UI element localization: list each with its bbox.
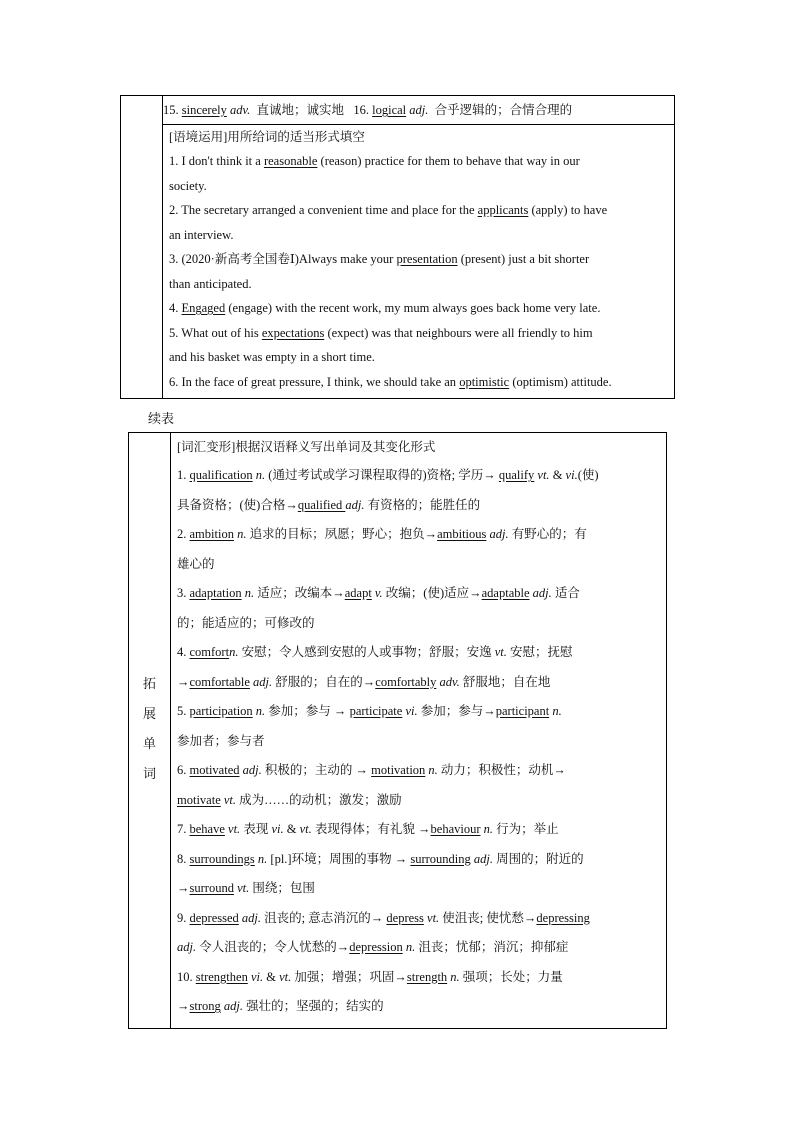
line-text: 舒服的；自在的→	[272, 674, 376, 689]
sentence-continuation: and his basket was empty in a short time.	[169, 350, 375, 364]
line-text: 令人沮丧的；令人忧愁的→	[196, 940, 350, 954]
answer-word: motivate	[177, 792, 221, 807]
answer-word: comfortable	[189, 674, 250, 689]
part-of-speech: adj.	[345, 497, 365, 512]
sentence-text: 3. (2020·新高考全国卷Ⅰ)Always make your	[169, 252, 397, 266]
part-of-speech: n.	[549, 704, 562, 718]
word-form-line	[171, 963, 666, 993]
section-title: [语境运用]用所给词的适当形式填空	[169, 130, 365, 144]
word-form-line	[171, 461, 666, 491]
part-of-speech: adj.	[220, 999, 243, 1013]
word-form-line	[171, 638, 666, 668]
sentence-continuation: an interview.	[169, 227, 234, 242]
part-of-speech: vt.	[299, 822, 312, 836]
sentence-line	[163, 296, 674, 321]
category-char: 词	[142, 767, 156, 783]
answer-word: motivation	[371, 763, 426, 777]
category-char: 展	[142, 707, 156, 723]
vocab-row	[163, 96, 675, 125]
answer-word: strong	[189, 999, 221, 1013]
answer-word: depressed	[189, 910, 239, 925]
part-of-speech: vi.	[402, 704, 418, 718]
part-of-speech: vt.	[534, 468, 550, 482]
answer-word: optimistic	[459, 374, 510, 389]
part-of-speech: n.	[425, 763, 438, 777]
line-text: 适合	[551, 586, 580, 600]
answer-word: strengthen	[195, 969, 248, 984]
line-text: 3.	[177, 586, 190, 600]
part-of-speech: n.	[402, 940, 416, 954]
answer-word: behave	[189, 822, 225, 836]
context-exercise-cell	[163, 125, 675, 399]
answer-word: adaptation	[189, 586, 242, 600]
answer-word: behaviour	[430, 822, 481, 836]
sentence-list	[163, 149, 674, 394]
sentence-continuation: than anticipated.	[169, 276, 252, 291]
part-of-speech: vi.	[247, 969, 264, 984]
part-of-speech: vt.	[279, 969, 292, 984]
answer-word: participate	[349, 704, 403, 718]
part-of-speech: vt.	[494, 645, 507, 659]
word-forms-cell	[171, 433, 667, 1029]
part-of-speech: vt.	[423, 910, 440, 925]
part-of-speech: n.	[241, 586, 255, 600]
item-number: 16.	[353, 103, 370, 117]
word-form-line	[171, 579, 666, 609]
word-form-line	[171, 550, 666, 580]
part-of-speech: vi.	[271, 822, 284, 836]
category-char: 拓	[142, 677, 156, 693]
section-title: [词汇变形]根据汉语释义写出单词及其变化形式	[177, 440, 436, 454]
category-label	[143, 670, 156, 790]
sentence-text: (engage) with the recent work, my mum always goes back home very late.	[225, 301, 601, 315]
line-text: &	[283, 822, 300, 836]
part-of-speech: adj.	[486, 527, 509, 541]
sentence-text: (apply) to have	[528, 203, 608, 217]
answer-word: motivated	[189, 763, 240, 777]
part-of-speech: n.	[252, 704, 266, 718]
line-text: →	[177, 674, 190, 689]
line-text: 表现得体；有礼貌 →	[311, 822, 431, 836]
category-char: 单	[142, 737, 156, 753]
word-form-line	[171, 845, 666, 875]
part-of-speech: adj.	[529, 586, 552, 600]
line-text: 7.	[177, 822, 190, 836]
line-text: 10.	[177, 969, 196, 984]
answer-word: ambitious	[437, 527, 487, 541]
line-text: 雄心的	[177, 556, 215, 571]
line-text: 有野心的；有	[508, 527, 587, 541]
answer-word: ambition	[189, 527, 234, 541]
answer-word: logical	[372, 103, 407, 117]
word-form-line	[171, 520, 666, 550]
part-of-speech: n.	[233, 527, 247, 541]
sentence-text: 4.	[169, 301, 182, 315]
answer-word: applicants	[477, 203, 529, 217]
part-of-speech: v.	[371, 586, 383, 600]
answer-word: presentation	[396, 252, 458, 266]
answer-word: depress	[386, 910, 424, 925]
word-form-list	[171, 461, 666, 1022]
line-text: 行为；举止	[493, 822, 559, 836]
meaning: 合乎逻辑的；合情合理的	[434, 103, 573, 117]
word-form-line	[171, 727, 666, 757]
answer-word: qualify	[498, 468, 535, 482]
answer-word: surrounding	[410, 851, 471, 866]
answer-word: qualification	[189, 468, 253, 482]
line-text: 4.	[177, 645, 190, 659]
sentence-continuation: society.	[169, 178, 207, 193]
line-text: 改编；(使)适应→	[382, 586, 482, 600]
line-text: &	[263, 969, 280, 984]
answer-word: Engaged	[181, 301, 226, 315]
line-text: 2.	[177, 527, 190, 541]
answer-word: depressing	[536, 910, 590, 925]
meaning: 直诚地；诚实地	[256, 103, 345, 117]
part-of-speech: adj.	[409, 103, 429, 117]
line-text: 8.	[177, 851, 190, 866]
answer-word: surround	[189, 881, 234, 895]
part-of-speech: adj.	[470, 851, 493, 866]
answer-word: participation	[189, 704, 253, 718]
word-form-line	[171, 874, 666, 904]
part-of-speech: adv.	[436, 674, 460, 689]
word-form-line	[171, 904, 666, 934]
line-text: (使)	[577, 468, 599, 482]
category-cell	[129, 433, 171, 1029]
part-of-speech: adj.	[239, 763, 262, 777]
part-of-speech: adj.	[177, 940, 197, 954]
word-form-line	[171, 697, 666, 727]
answer-word: adapt	[344, 586, 372, 600]
word-form-line	[171, 609, 666, 639]
sentence-line	[163, 247, 674, 272]
line-text: 加强；增强；巩固→	[291, 969, 407, 984]
word-form-line	[171, 756, 666, 786]
answer-word: qualified	[297, 497, 346, 512]
part-of-speech: vi.	[565, 468, 578, 482]
word-form-line	[171, 786, 666, 816]
exercise-table	[120, 95, 675, 399]
line-text: 沮丧的; 意志消沉的→	[261, 910, 387, 925]
line-text: 的；能适应的；可修改的	[177, 615, 315, 630]
line-text: 动力；积极性；动机→	[437, 763, 566, 777]
sentence-text: (reason) practice for them to behave that way in our	[317, 154, 580, 168]
line-text: →	[177, 999, 190, 1013]
line-text: 有资格的；能胜任的	[364, 497, 481, 512]
answer-word: expectations	[261, 325, 325, 340]
sentence-text: 6. In the face of great pressure, I think, we should take an	[169, 374, 460, 389]
line-text: 安慰；令人感到安慰的人或事物；舒服；安逸	[238, 645, 495, 659]
line-text: 成为……的动机；激发；激励	[236, 792, 402, 807]
line-text: 参加；参与 →	[265, 704, 350, 718]
part-of-speech: adj.	[238, 910, 262, 925]
answer-word: comfortably	[375, 674, 437, 689]
vocabulary-table	[128, 432, 667, 1029]
answer-word: adaptable	[481, 586, 530, 600]
sentence-text: (expect) was that neighbours were all friendly to him	[324, 325, 593, 340]
sentence-line	[163, 370, 674, 395]
line-text: 积极的；主动的 →	[261, 763, 372, 777]
word-form-line	[171, 815, 666, 845]
line-text: 6.	[177, 763, 190, 777]
line-text: &	[549, 468, 566, 482]
line-text: 具备资格；(使)合格→	[177, 497, 298, 512]
answer-word: strength	[406, 969, 448, 984]
line-text: 9.	[177, 910, 190, 925]
part-of-speech: n.	[447, 969, 460, 984]
line-text: (通过考试或学习课程取得的)资格; 学历→	[265, 468, 499, 482]
answer-word: sincerely	[181, 103, 227, 117]
answer-word: reasonable	[263, 154, 318, 168]
word-form-line	[171, 992, 666, 1022]
part-of-speech: vt.	[224, 822, 241, 836]
word-form-line	[171, 668, 666, 698]
sentence-text: 2. The secretary arranged a convenient time and place for the	[169, 203, 478, 217]
item-number: 15.	[163, 103, 179, 117]
continued-label: 续表	[148, 412, 175, 427]
part-of-speech: adj.	[249, 674, 273, 689]
line-text: [pl.]环境；周围的事物 →	[267, 851, 411, 866]
line-text: 1.	[177, 468, 190, 482]
word-form-line	[171, 491, 666, 521]
line-text: 舒服地；自在地	[459, 674, 551, 689]
answer-word: surroundings	[189, 851, 255, 866]
line-text: 参加者；参与者	[177, 733, 265, 748]
part-of-speech: adv.	[230, 103, 251, 117]
line-text: 周围的；附近的	[493, 851, 584, 866]
answer-word: comfort	[189, 645, 230, 659]
sentence-line	[163, 321, 674, 346]
line-text: →	[177, 881, 190, 895]
sentence-text: 1. I don't think it a	[169, 154, 264, 168]
line-text: 沮丧；忧郁；消沉；抑郁症	[415, 940, 569, 954]
part-of-speech: vt.	[220, 792, 237, 807]
line-text: 强壮的；坚强的；结实的	[242, 999, 384, 1013]
category-cell-empty	[121, 96, 163, 399]
sentence-text: 5. What out of his	[169, 325, 262, 340]
line-text: 安慰；抚慰	[506, 645, 573, 659]
word-form-line	[171, 933, 666, 963]
part-of-speech: n.	[480, 822, 493, 836]
sentence-line	[163, 149, 674, 174]
answer-word: depression	[349, 940, 403, 954]
line-text: 适应；改编本→	[254, 586, 345, 600]
line-text: 围绕；包围	[249, 881, 315, 895]
part-of-speech: n.	[229, 645, 239, 659]
part-of-speech: vt.	[233, 881, 250, 895]
part-of-speech: n.	[252, 468, 266, 482]
line-text: 强项；长处；力量	[459, 969, 563, 984]
part-of-speech: n.	[254, 851, 268, 866]
line-text: 追求的目标；夙愿；野心；抱负→	[246, 527, 438, 541]
sentence-text: (optimism) attitude.	[509, 374, 612, 389]
line-text: 表现	[240, 822, 272, 836]
sentence-text: (present) just a bit shorter	[457, 252, 590, 266]
sentence-line	[163, 198, 674, 223]
line-text: 使沮丧; 使忧愁→	[439, 910, 537, 925]
line-text: 5.	[177, 704, 190, 718]
answer-word: participant	[495, 704, 550, 718]
line-text: 参加；参与→	[417, 704, 496, 718]
